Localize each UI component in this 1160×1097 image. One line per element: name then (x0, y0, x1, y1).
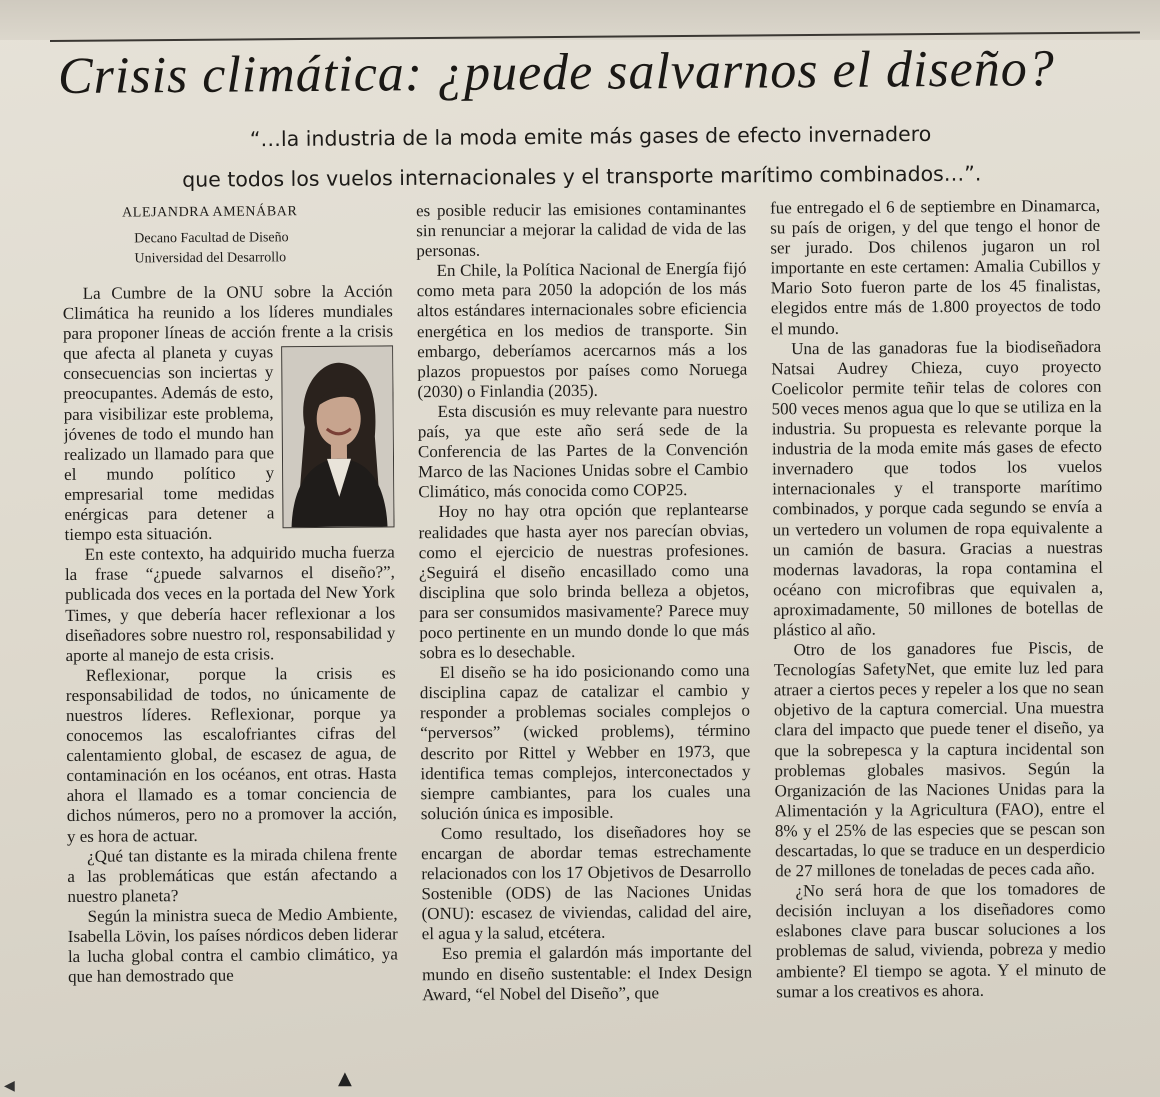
paragraph: ¿No será hora de que los tomadores de decisión incluyan a los diseñadores como eslabones clave para buscar soluciones a los problemas de salud, vivienda, pobreza y medio ambiente? El tiempo se agota. Y el minuto de sumar a los creativos es ahora. (775, 879, 1107, 1002)
paragraph: En este contexto, ha adquirido mucha fuerza la frase “¿puede salvarnos el diseño?”, publicada dos veces en la portada del New York Times, y que debería hacer reflexionar a los diseñadores sobre nuestro rol, responsabilidad y aporte al manejo de esta crisis. (64, 542, 396, 665)
paragraph: Reflexionar, porque la crisis es responsabilidad de todos, no únicamente de nuestros líderes. Reflexionar, porque ya conocemos las escalofriantes cifras del calentamiento global, de escasez de agua, de contaminación en los océanos, ent otras. Hasta ahora el llamado es a tomar conciencia de dichos números, pero no a promover la acción, y es hora de actuar. (65, 663, 397, 846)
author-institution: Universidad del Desarrollo (134, 250, 287, 267)
paragraph: En Chile, la Política Nacional de Energía fijó como meta para 2050 la adopción de los más altos estándares internacionales sobre eficiencia energética en los medios de transporte. Sin embargo, deberíamos acercarnos más a los plazos propuestos por países como Noruega (2030) o Finlandia (2035). (416, 258, 748, 402)
paragraph: Esta discusión es muy relevante para nuestro país, ya que este año será sede de la Conferencia de las Partes de la Convención Marco de las Naciones Unidas sobre el Cambio Climático, más conocida como COP25. (417, 399, 749, 502)
author-role: Decano Facultad de Diseño (134, 230, 289, 247)
pull-quote-line-1: “…la industria de la moda emite más gases de efecto invernadero (249, 121, 932, 152)
column-3 (770, 196, 1107, 1069)
paragraph-text: La Cumbre de la ONU sobre la Acción Climática ha reunido a los líderes mundiales para proponer líneas de acción frente a (62, 281, 393, 344)
author-name: ALEJANDRA AMENÁBAR (122, 204, 298, 221)
pull-quote-line-2: que todos los vuelos internacionales y el transporte marítimo combinados…”. (182, 161, 982, 192)
paragraph: fue entregado el 6 de septiembre en Dinamarca, su país de origen, y del que tengo el honor de ser jurado. Dos chilenos jugaron un rol importante en este certamen: Amalia Cubillos y Mario Soto fueron parte de los 45 finalistas, elegidos entre más de 1.800 proyectos de todo el mundo. (769, 195, 1101, 338)
paragraph: Hoy no hay otra opción que replantearse realidades que hasta ayer nos parecían obvias, como el ejercicio de nuestras profesiones. ¿Seguirá el diseño encasillado como una disciplina que solo brinda belleza a objetos, para ser consumidos masivamente? Parece muy poco pertinente en un mundo donde lo que más sobra es lo desechable. (418, 500, 750, 663)
paragraph: El diseño se ha ido posicionando como una disciplina capaz de catalizar el cambio y responder a problemas sociales complejos o “perversos” (wicked problems), término descrito por Rittel y Webber en 1973, que identifica temas complejos, interconectados y siempre cambiantes, para los cuales una solución única es imposible. (419, 660, 751, 824)
column-1 (62, 201, 399, 1074)
author-portrait-icon (281, 346, 394, 529)
pull-quote (150, 112, 1111, 200)
byline (122, 201, 383, 269)
paragraph (63, 281, 395, 545)
paragraph: Como resultado, los diseñadores hoy se encargan de abordar temas estrechamente relacionados con los 17 Objetivos de Desarrollo Sostenible (ODS) de las Naciones Unidas (ONU): escasez de viviendas, calidad del aire, el agua y la salud, etcétera. (421, 821, 752, 944)
paragraph: Otro de los ganadores fue Piscis, de Tecnologías SafetyNet, que emite luz led para atraer a ciertos peces y repeler a los que no sean objetivo de la captura comercial. Una muestra clara del impacto que puede tener el diseño, ya que la sobrepesca y la captura incidental son problemas globales masivos. Según la Organización de las Naciones Unidas para la Alimentación y la Agricultura (FAO), entre el 8% y el 25% de las especies que se pescan son descartadas, lo que se traduce en un desperdicio de 27 millones de toneladas de peces cada año. (773, 637, 1106, 881)
paragraph: Según la ministra sueca de Medio Ambiente, Isabella Lövin, los países nórdicos deben liderar la lucha global contra el cambio climático, ya que han demostrado que (67, 904, 398, 987)
paragraph: Eso premia el galardón más importante del mundo en diseño sustentable: el Index Design Award, “el Nobel del Diseño”, que (421, 942, 753, 1004)
headline: Crisis climática: ¿puede salvarnos el diseño? (57, 40, 1055, 105)
column-2 (416, 199, 753, 1072)
paragraph: es posible reducir las emisiones contaminantes sin renunciar a mejorar la calidad de vida de las personas. (415, 198, 747, 261)
article-body (62, 196, 1149, 1074)
page-mark: ▲ (338, 1068, 352, 1089)
paragraph: Una de las ganadoras fue la biodiseñadora Natsai Audrey Chieza, cuyo proyecto Coelicolor permite teñir telas de colores con 500 veces menos agua que lo que se utiliza en la industria. Su propuesta es relevante porque la industria de la moda emite más gases de efecto invernadero que todos los vuelos internacionales y el transporte marítimo combinados, y porque cada segundo se envía a un vertedero un volumen de ropa equivalente a un camión de basura. Gracias a nuestras modernas lavadoras, la ropa contamina el océano con microfibras que equivalen a, aproximadamente, 50 millones de botellas de plástico al año. (771, 336, 1104, 640)
paragraph: ¿Qué tan distante es la mirada chilena frente a las problemáticas que están afectando a nuestro planeta? (67, 844, 398, 906)
corner-mark: ◀ (4, 1078, 15, 1094)
paragraph-text: la crisis que afecta al planeta y cuyas consecuencias son inciertas y preocupantes. Además de esto, para visibilizar este problema, jóvenes de todo el mundo han realizado un llamado para que el mundo político y empresarial tome medidas enérgicas para detener a tiempo esta situación. (63, 321, 394, 545)
